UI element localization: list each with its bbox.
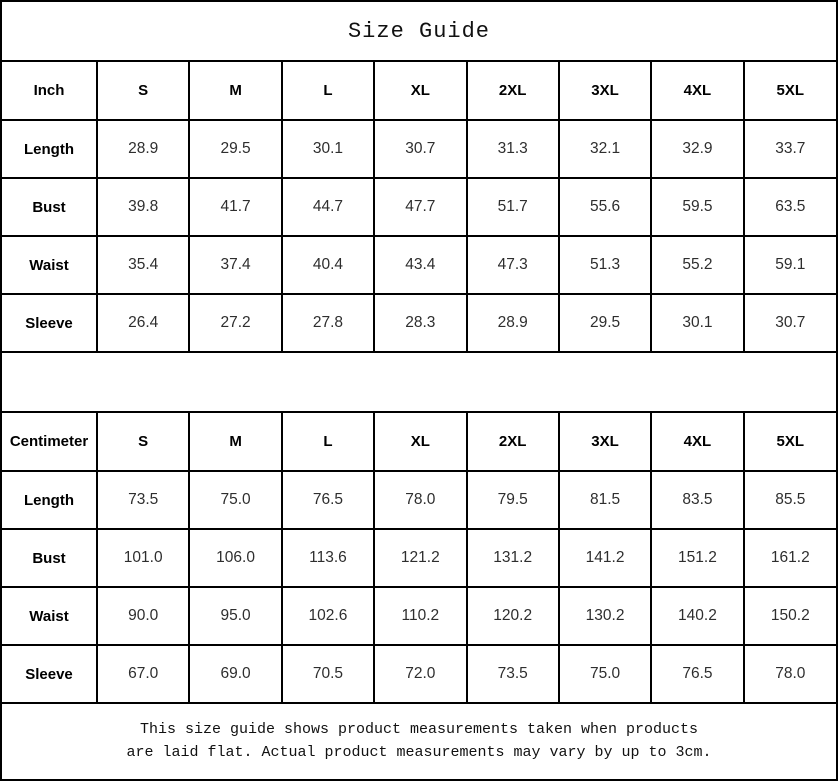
size-header-cell: XL <box>374 413 466 471</box>
size-value-cell: 76.5 <box>651 645 743 703</box>
spacer-row <box>2 353 836 413</box>
size-header-cell: S <box>97 62 189 120</box>
size-value-cell: 75.0 <box>189 471 281 529</box>
size-header-cell: 2XL <box>467 413 559 471</box>
size-header-cell: XL <box>374 62 466 120</box>
size-value-cell: 83.5 <box>651 471 743 529</box>
size-value-cell: 78.0 <box>744 645 836 703</box>
size-value-cell: 29.5 <box>559 294 651 352</box>
size-value-cell: 101.0 <box>97 529 189 587</box>
size-value-cell: 76.5 <box>282 471 374 529</box>
measurement-row <box>2 471 836 529</box>
size-value-cell: 32.1 <box>559 120 651 178</box>
size-value-cell: 151.2 <box>651 529 743 587</box>
size-value-cell: 120.2 <box>467 587 559 645</box>
size-value-cell: 31.3 <box>467 120 559 178</box>
size-header-cell: 4XL <box>651 62 743 120</box>
size-value-cell: 35.4 <box>97 236 189 294</box>
size-value-cell: 30.1 <box>282 120 374 178</box>
size-value-cell: 33.7 <box>744 120 836 178</box>
size-value-cell: 113.6 <box>282 529 374 587</box>
page-title: Size Guide <box>2 2 836 62</box>
unit-header-cell: Centimeter <box>2 413 97 471</box>
size-header-cell: 2XL <box>467 62 559 120</box>
size-header-cell: 4XL <box>651 413 743 471</box>
size-value-cell: 161.2 <box>744 529 836 587</box>
measurement-row <box>2 645 836 703</box>
size-value-cell: 110.2 <box>374 587 466 645</box>
size-value-cell: 47.3 <box>467 236 559 294</box>
row-label-cell: Bust <box>2 529 97 587</box>
size-value-cell: 73.5 <box>97 471 189 529</box>
measurement-row <box>2 178 836 236</box>
size-table-centimeter <box>2 413 836 704</box>
size-value-cell: 55.6 <box>559 178 651 236</box>
size-value-cell: 27.8 <box>282 294 374 352</box>
size-header-cell: M <box>189 413 281 471</box>
size-value-cell: 81.5 <box>559 471 651 529</box>
size-value-cell: 150.2 <box>744 587 836 645</box>
size-value-cell: 51.7 <box>467 178 559 236</box>
size-value-cell: 141.2 <box>559 529 651 587</box>
size-value-cell: 26.4 <box>97 294 189 352</box>
row-label-cell: Sleeve <box>2 645 97 703</box>
size-value-cell: 37.4 <box>189 236 281 294</box>
size-value-cell: 47.7 <box>374 178 466 236</box>
footer-note-line-2: are laid flat. Actual product measurements may vary by up to 3cm. <box>126 743 712 761</box>
size-value-cell: 140.2 <box>651 587 743 645</box>
size-value-cell: 121.2 <box>374 529 466 587</box>
size-value-cell: 39.8 <box>97 178 189 236</box>
size-value-cell: 90.0 <box>97 587 189 645</box>
size-value-cell: 70.5 <box>282 645 374 703</box>
size-value-cell: 69.0 <box>189 645 281 703</box>
size-value-cell: 67.0 <box>97 645 189 703</box>
size-value-cell: 73.5 <box>467 645 559 703</box>
unit-header-cell: Inch <box>2 62 97 120</box>
row-label-cell: Length <box>2 471 97 529</box>
size-value-cell: 30.7 <box>744 294 836 352</box>
size-header-cell: M <box>189 62 281 120</box>
size-header-cell: 3XL <box>559 62 651 120</box>
measurement-row <box>2 120 836 178</box>
size-value-cell: 28.9 <box>97 120 189 178</box>
size-value-cell: 130.2 <box>559 587 651 645</box>
footer-note-line-1: This size guide shows product measurements taken when products <box>139 721 699 738</box>
row-label-cell: Bust <box>2 178 97 236</box>
row-label-cell: Waist <box>2 587 97 645</box>
size-header-cell: L <box>282 413 374 471</box>
size-value-cell: 106.0 <box>189 529 281 587</box>
size-value-cell: 95.0 <box>189 587 281 645</box>
footer-note <box>2 704 836 779</box>
size-header-cell: 5XL <box>744 62 836 120</box>
size-value-cell: 79.5 <box>467 471 559 529</box>
size-header-cell: 5XL <box>744 413 836 471</box>
size-header-cell: 3XL <box>559 413 651 471</box>
size-value-cell: 63.5 <box>744 178 836 236</box>
size-value-cell: 59.5 <box>651 178 743 236</box>
size-value-cell: 55.2 <box>651 236 743 294</box>
size-value-cell: 41.7 <box>189 178 281 236</box>
size-value-cell: 44.7 <box>282 178 374 236</box>
measurement-row <box>2 587 836 645</box>
measurement-row <box>2 236 836 294</box>
size-value-cell: 59.1 <box>744 236 836 294</box>
size-value-cell: 43.4 <box>374 236 466 294</box>
size-value-cell: 85.5 <box>744 471 836 529</box>
size-value-cell: 28.9 <box>467 294 559 352</box>
size-value-cell: 29.5 <box>189 120 281 178</box>
size-value-cell: 30.1 <box>651 294 743 352</box>
row-label-cell: Sleeve <box>2 294 97 352</box>
size-value-cell: 30.7 <box>374 120 466 178</box>
size-value-cell: 27.2 <box>189 294 281 352</box>
size-value-cell: 51.3 <box>559 236 651 294</box>
row-label-cell: Waist <box>2 236 97 294</box>
row-label-cell: Length <box>2 120 97 178</box>
size-header-row <box>2 62 836 120</box>
size-table-inch <box>2 62 836 353</box>
measurement-row <box>2 294 836 352</box>
size-value-cell: 75.0 <box>559 645 651 703</box>
size-value-cell: 32.9 <box>651 120 743 178</box>
size-value-cell: 78.0 <box>374 471 466 529</box>
measurement-row <box>2 529 836 587</box>
size-value-cell: 131.2 <box>467 529 559 587</box>
size-header-cell: S <box>97 413 189 471</box>
size-value-cell: 40.4 <box>282 236 374 294</box>
size-value-cell: 28.3 <box>374 294 466 352</box>
size-header-cell: L <box>282 62 374 120</box>
size-value-cell: 102.6 <box>282 587 374 645</box>
size-header-row <box>2 413 836 471</box>
size-value-cell: 72.0 <box>374 645 466 703</box>
